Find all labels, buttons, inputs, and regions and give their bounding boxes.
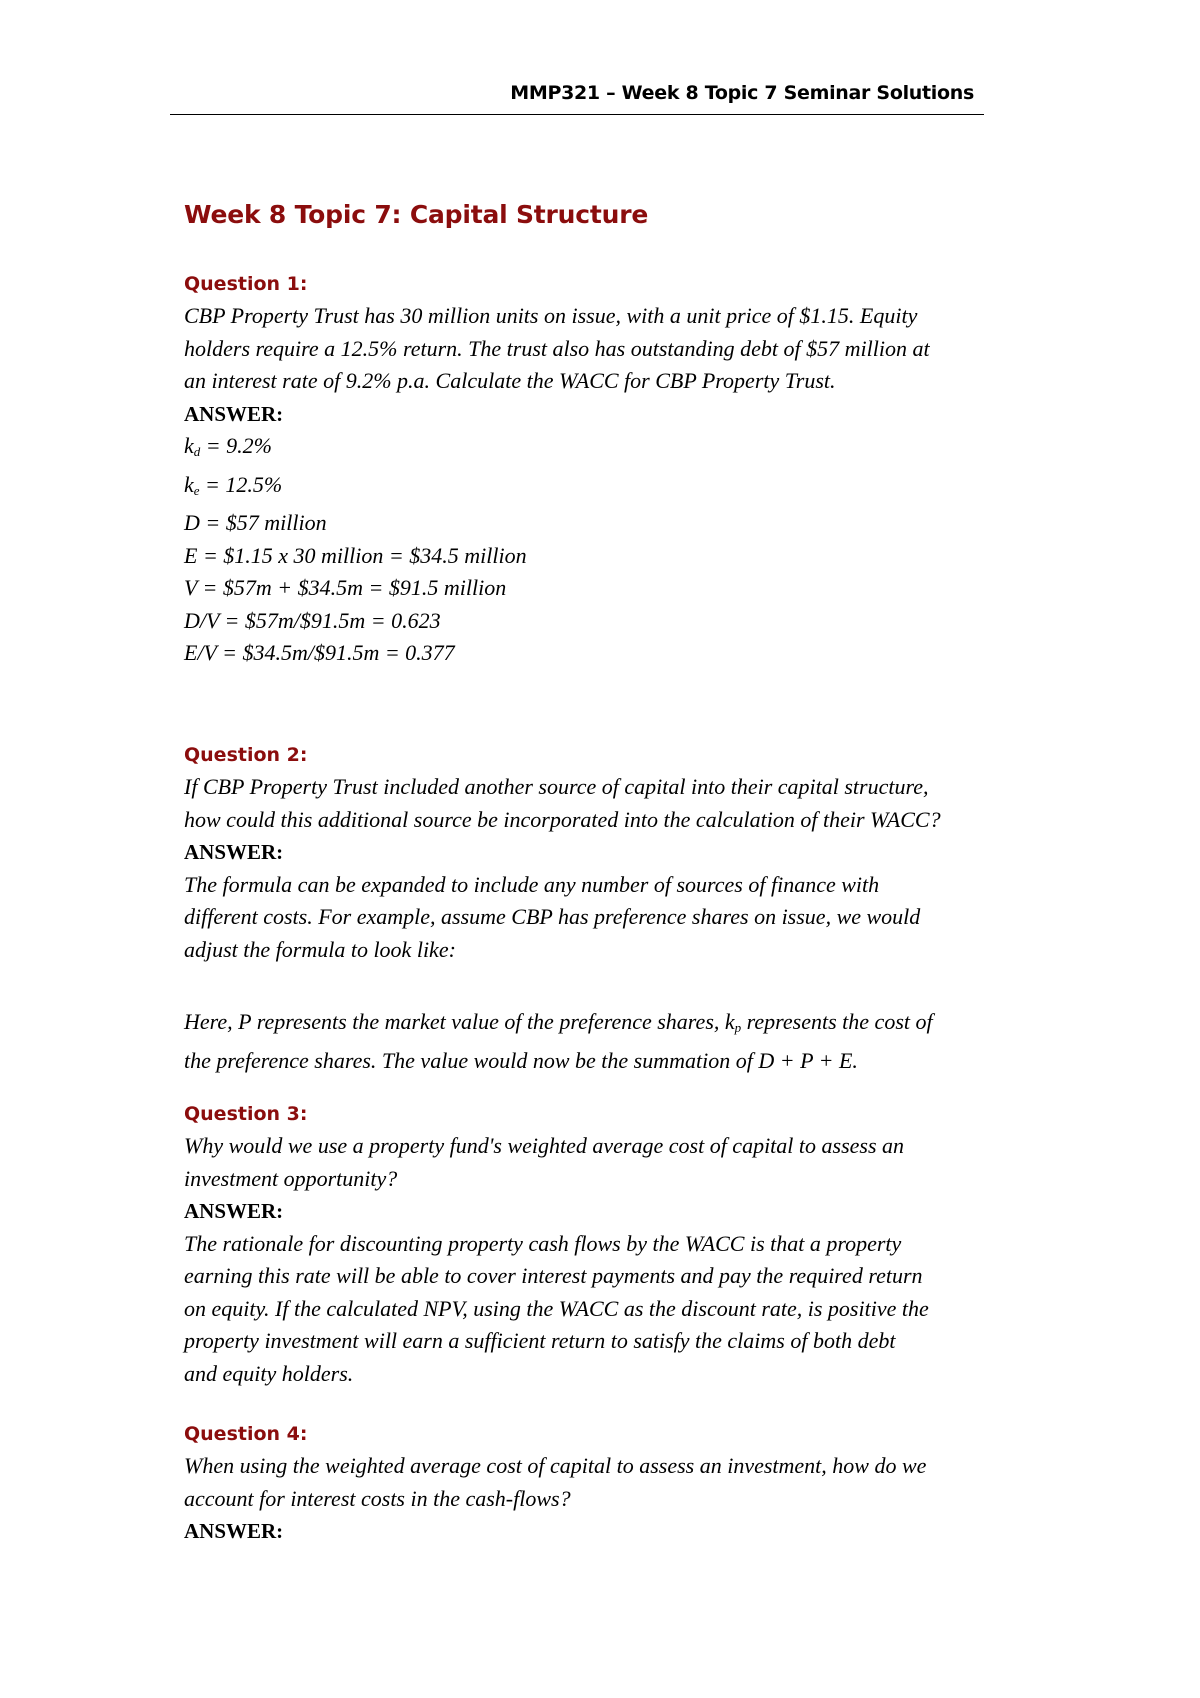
answer-3-text-line: and equity holders.	[184, 1360, 354, 1386]
answer-2-text-line: adjust the formula to look like:	[184, 936, 456, 962]
question-4-heading: Question 4:	[184, 1423, 308, 1445]
answer-3-text-line: on equity. If the calculated NPV, using the WACC as the discount rate, is positive the	[184, 1295, 929, 1321]
answer-3-text-line: The rationale for discounting property cash flows by the WACC is that a property	[184, 1230, 902, 1256]
blank-formula-space	[184, 966, 1040, 1006]
answer-label: ANSWER:	[184, 1519, 284, 1543]
question-3-text-line: Why would we use a property fund's weighted average cost of capital to assess an	[184, 1133, 905, 1158]
cost-of-equity-line: $k_e = 12.5\%$	[184, 471, 283, 498]
cost-of-debt-line: $k_d = 9.2\%$	[184, 433, 272, 459]
question-2-text-line: how could this additional source be incorporated into the calculation of their WACC?	[184, 806, 941, 832]
question-3-text-line: investment opportunity?	[184, 1165, 398, 1191]
question-2-section	[184, 739, 1040, 1077]
question-1-text-line: an interest rate of 9.2% p.a. Calculate the WACC for CBP Property Trust.	[184, 368, 836, 393]
header-text: MMP321 – Week 8 Topic 7 Seminar Solutions	[510, 82, 974, 104]
page-header	[170, 80, 984, 115]
answer-label: ANSWER:	[184, 401, 284, 426]
question-2-heading: Question 2:	[184, 744, 308, 766]
question-1-text-line: CBP Property Trust has 30 million units on issue, with a unit price of $1.15. Equity	[184, 303, 918, 328]
calculation-line: V = $57m + $34.5m = $91.5 million	[184, 575, 507, 600]
question-4-section	[184, 1418, 1040, 1548]
calculation-line: D/V = $57m/$91.5m = 0.623	[184, 607, 441, 633]
question-3-heading: Question 3:	[184, 1103, 308, 1125]
question-1-text-line: holders require a 12.5% return. The trust also has outstanding debt of $57 million at	[184, 335, 930, 361]
answer-2-text-line: the preference shares. The value would now be the summation of D + P + E.	[184, 1047, 858, 1073]
calculation-line: E = $1.15 x 30 million = $34.5 million	[184, 542, 527, 568]
question-1-section	[184, 268, 1040, 670]
calculation-line: D = $57 million	[184, 510, 327, 535]
answer-2-text-line: Here, P represents the market value of the preference shares, $k_p$ represents the cost of	[184, 1009, 933, 1035]
question-2-text-line: If CBP Property Trust included another source of capital into their capital structure,	[184, 774, 929, 799]
answer-3-text-line: earning this rate will be able to cover interest payments and pay the required return	[184, 1263, 923, 1288]
answer-label: ANSWER:	[184, 1199, 284, 1223]
calculation-line: E/V = $34.5m/$91.5m = 0.377	[184, 640, 455, 665]
question-4-text-line: account for interest costs in the cash-flows?	[184, 1485, 571, 1511]
answer-2-text-line: The formula can be expanded to include any number of sources of finance with	[184, 871, 880, 897]
answer-3-text-line: property investment will earn a sufficient return to satisfy the claims of both debt	[184, 1328, 896, 1353]
question-3-section	[184, 1098, 1040, 1390]
answer-label: ANSWER:	[184, 840, 284, 864]
document-title: Week 8 Topic 7: Capital Structure	[184, 200, 649, 229]
question-1-heading: Question 1:	[184, 273, 308, 295]
question-4-text-line: When using the weighted average cost of capital to assess an investment, how do we	[184, 1453, 927, 1478]
answer-2-text-line: different costs. For example, assume CBP has preference shares on issue, we would	[184, 904, 921, 929]
